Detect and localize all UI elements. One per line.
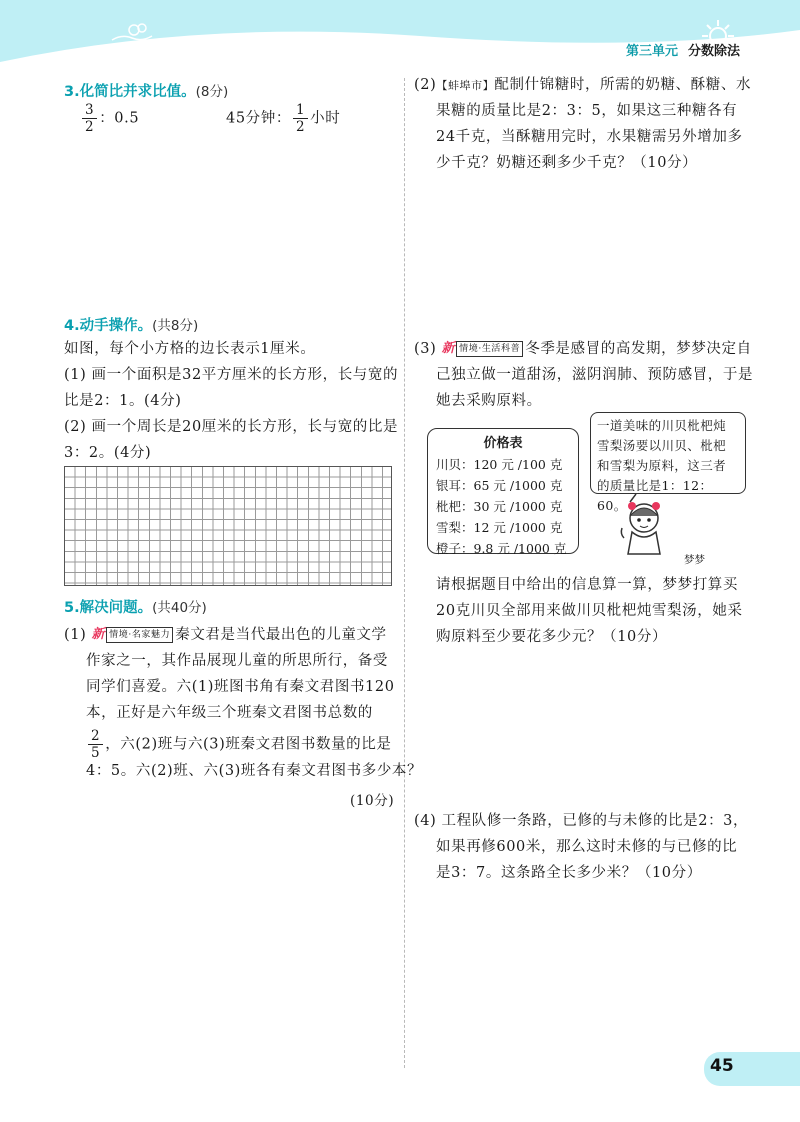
problem-4-line2: 如果再修600米，那么这时未修的与已修的比	[436, 839, 738, 855]
ratio-expression-1: $\frac{3}{2}$ ：0.5	[80, 102, 139, 135]
price-table-title: 价格表	[483, 436, 523, 451]
section-number: 3.	[64, 84, 80, 100]
section-5-heading: 5.解决问题。(共40分)	[64, 600, 207, 616]
section-4-q2-line2: 3：2。(4分)	[64, 445, 152, 461]
fraction: $\frac{3}{2}$	[82, 102, 97, 135]
fraction: $\frac{2}{5}$	[88, 728, 103, 761]
problem-3-line1: (3) 新 情境·生活科普 冬季是感冒的高发期，梦梦决定自	[414, 336, 752, 362]
problem-2-line2: 果糖的质量比是2：3：5，如果这三种糖各有	[436, 103, 738, 119]
drawing-grid[interactable]	[64, 466, 392, 586]
region-tag: 【蚌埠市】	[436, 79, 495, 92]
price-row: 枇杷：30 元 /1000 克	[436, 499, 563, 514]
problem-1-line3: 同学们喜爱。六(1)班图书角有秦文君图书120	[86, 679, 395, 695]
problem-3-ask-line3: 购原料至少要花多少元？（10分）	[436, 629, 668, 645]
problem-1-line6: 4：5。六(2)班、六(3)班各有秦文君图书多少本？	[86, 763, 423, 779]
problem-2-line1: (2)【蚌埠市】配制什锦糖时，所需的奶糖、酥糖、水	[414, 77, 752, 93]
context-tag: 情境·名家魅力	[106, 627, 173, 643]
problem-1-line2: 作家之一，其作品展现儿童的所思所行，备受	[86, 653, 388, 669]
section-4-q1-line1: (1) 画一个面积是32平方厘米的长方形，长与宽的	[64, 367, 399, 383]
problem-1-points: (10分)	[350, 793, 395, 809]
problem-3-ask-line1: 请根据题目中给出的信息算一算，梦梦打算买	[436, 577, 738, 593]
problem-4-line1: (4) 工程队修一条路，已修的与未修的比是2：3，	[414, 813, 749, 829]
section-3-heading	[64, 80, 228, 101]
price-row: 银耳：65 元 /1000 克	[436, 478, 563, 493]
girl-illustration	[610, 494, 680, 556]
column-divider	[404, 78, 405, 1068]
problem-2-line4: 少千克？奶糖还剩多少千克？（10分）	[436, 155, 698, 171]
price-row: 雪梨：12 元 /1000 克	[436, 520, 563, 535]
price-row: 橙子：9.8 元 /1000 克	[436, 541, 567, 556]
section-4-q2-line1: (2) 画一个周长是20厘米的长方形，长与宽的比是	[64, 419, 399, 435]
topic-label: 分数除法	[687, 44, 740, 59]
section-points: (8分)	[195, 84, 229, 100]
problem-4-line3: 是3：7。这条路全长多少米？（10分）	[436, 865, 702, 881]
new-badge: 新	[441, 341, 456, 356]
section-title: 化简比并求比值。	[79, 84, 196, 100]
page-number: 45	[710, 1056, 734, 1076]
section-4-heading: 4.动手操作。(共8分)	[64, 318, 199, 334]
context-tag: 情境·生活科普	[456, 341, 523, 357]
problem-3-ask-line2: 20克川贝全部用来做川贝枇杷炖雪梨汤，她采	[436, 603, 743, 619]
section-4-q1-line2: 比是2：1。(4分)	[64, 393, 182, 409]
speech-bubble: 一道美味的川贝枇杷炖 雪梨汤要以川贝、枇杷 和雪梨为原料，这三者 的质量比是1：12：60。	[590, 412, 746, 494]
price-row: 川贝：120 元 /100 克	[436, 457, 563, 472]
new-badge: 新	[91, 627, 106, 642]
character-name: 梦梦	[684, 554, 705, 566]
problem-2-line3: 24千克，当酥糖用完时，水果糖需另外增加多	[436, 129, 743, 145]
unit-header	[626, 40, 740, 59]
problem-3-line3: 她去采购原料。	[436, 393, 542, 409]
unit-label: 第三单元	[625, 44, 678, 59]
butterfly-icon	[108, 18, 156, 48]
problem-1-line1: (1) 新 情境·名家魅力 秦文君是当代最出色的儿童文学	[64, 622, 387, 648]
problem-1-line4: 本，正好是六年级三个班秦文君图书总数的	[86, 705, 373, 721]
ratio-expression-2: 45分钟： $\frac{1}{2}$ 小时	[226, 102, 341, 135]
problem-3-line2: 己独立做一道甜汤，滋阴润肺、预防感冒，于是	[436, 367, 754, 383]
price-table	[427, 428, 579, 554]
section-4-intro: 如图，每个小方格的边长表示1厘米。	[64, 341, 316, 357]
problem-1-line5: $\frac{2}{5}$ ，六(2)班与六(3)班秦文君图书数量的比是	[86, 728, 391, 761]
fraction: $\frac{1}{2}$	[293, 102, 308, 135]
